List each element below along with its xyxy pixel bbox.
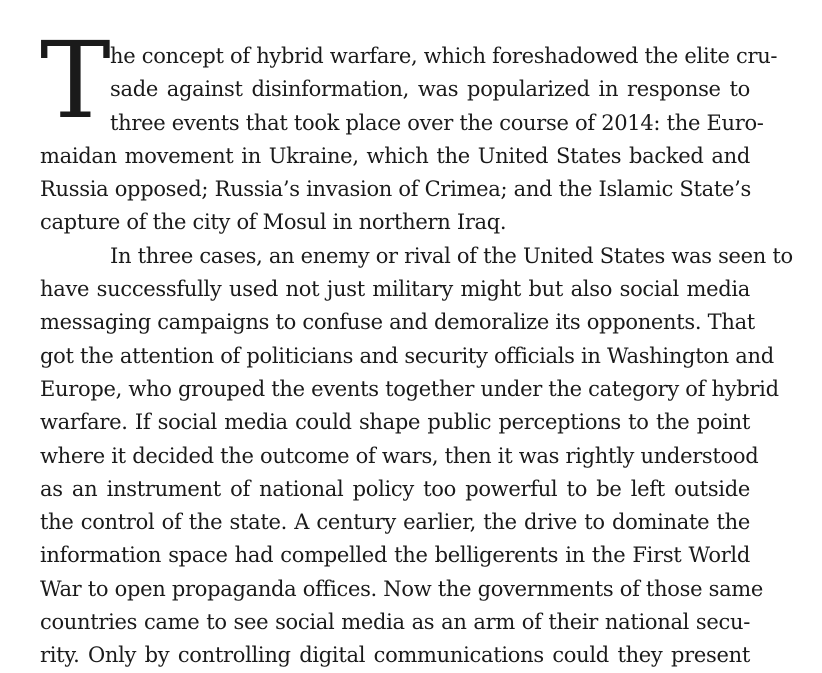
drop-cap: T (40, 19, 111, 142)
text-line: Europe, who grouped the events together under the category of hybrid (40, 376, 779, 401)
paragraph-1 (40, 19, 778, 240)
text-line: sade against disinformation, was popularized in response to (110, 77, 750, 102)
paragraph-2 (40, 240, 793, 673)
text-line: three events that took place over the course of 2014: the Euro- (110, 110, 764, 135)
text-line: War to open propaganda offices. Now the governments of those same (40, 576, 764, 601)
text-line: have successfully used not just military might but also social media (40, 277, 750, 302)
text-line: he concept of hybrid warfare, which foreshadowed the elite cru- (110, 44, 778, 68)
text-line: got the attention of politicians and security officials in Washington and (40, 343, 774, 368)
text-line: the control of the state. A century earlier, the drive to dominate the (40, 510, 750, 535)
text-line: where it decided the outcome of wars, then it was rightly understood (40, 443, 759, 468)
text-line: maidan movement in Ukraine, which the United States backed and (40, 143, 750, 168)
text-line: warfare. If social media could shape public perceptions to the point (40, 410, 750, 435)
text-line: as an instrument of national policy too powerful to be left outside (40, 476, 750, 501)
text-line: information space had compelled the belligerents in the First World (40, 543, 750, 568)
text-line: Russia opposed; Russia’s invasion of Crimea; and the Islamic State’s (40, 177, 751, 202)
text-line: In three cases, an enemy or rival of the United States was seen to (110, 243, 793, 268)
text-line: messaging campaigns to confuse and demoralize its opponents. That (40, 310, 755, 335)
text-line: rity. Only by controlling digital communications could they present (40, 643, 750, 668)
page-text (40, 19, 793, 673)
text-line: capture of the city of Mosul in northern Iraq. (40, 210, 507, 235)
text-line: countries came to see social media as an arm of their national secu- (40, 610, 750, 635)
